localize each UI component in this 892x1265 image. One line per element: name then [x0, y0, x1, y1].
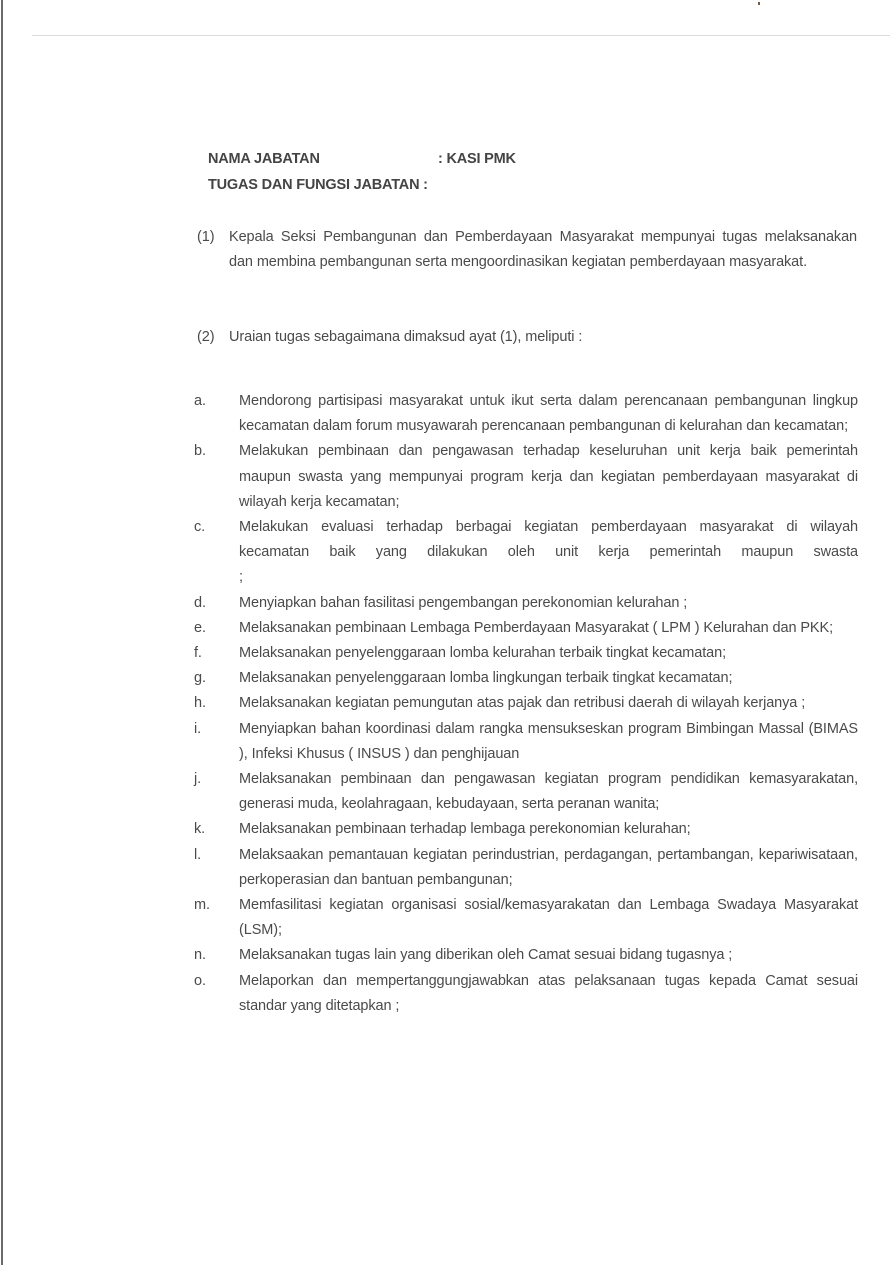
list-marker: j.	[194, 771, 202, 788]
duties-label: TUGAS DAN FUNGSI JABATAN :	[208, 177, 428, 193]
list-item-i	[190, 717, 858, 767]
list-item-h	[190, 691, 858, 716]
list-marker: a.	[194, 393, 206, 409]
list-marker: k.	[194, 821, 206, 838]
list-item-j	[190, 767, 858, 817]
list-item-o	[190, 969, 858, 1019]
list-item-n	[190, 943, 858, 968]
list-item-text: Melaksaakan pemantauan kegiatan perindustrian, perdagangan, pertambangan, kepariwisataan, perkoperasian dan bantuan pembangunan;	[239, 846, 858, 888]
list-marker: h.	[194, 695, 206, 712]
list-item-text: Menyiapkan bahan koordinasi dalam rangka mensukseskan program Bimbingan Massal (BIMAS ), Infeksi Khusus ( INSUS ) dan penghijauan	[239, 720, 858, 762]
list-marker: f.	[194, 645, 202, 662]
scan-border-left	[1, 0, 3, 1265]
list-marker: o.	[194, 972, 206, 989]
list-item-text: Melakukan pembinaan dan pengawasan terhadap keseluruhan unit kerja baik pemerintah maupun swasta yang mempunyai program kerja dan kegiatan pemberdayaan masyarakat di wilayah kerja kecamatan;	[239, 443, 858, 510]
list-item-text: Melaksanakan tugas lain yang diberikan oleh Camat sesuai bidang tugasnya ;	[239, 947, 733, 964]
paragraph-1	[197, 225, 857, 275]
list-marker: d.	[194, 594, 206, 611]
scan-top-rule	[32, 35, 890, 36]
list-item-text: Melaksanakan pembinaan terhadap lembaga perekonomian kelurahan;	[239, 821, 691, 838]
job-title-row	[208, 146, 516, 172]
paragraph-2	[197, 325, 857, 350]
list-item-trailing: ;	[239, 569, 243, 586]
list-item-text: Memfasilitasi kegiatan organisasi sosial/kemasyarakatan dan Lembaga Swadaya Masyarakat (LSM);	[239, 897, 858, 939]
list-item-text: Mendorong partisipasi masyarakat untuk ikut serta dalam perencanaan pembangunan lingkup kecamatan dalam forum musyawarah perencanaan pembangunan di kelurahan dan kecamatan;	[239, 393, 858, 435]
list-marker: n.	[194, 947, 206, 964]
paragraph-text: Uraian tugas sebagaimana dimaksud ayat (1), meliputi :	[229, 329, 583, 345]
paragraph-number: (2)	[197, 329, 215, 345]
list-item-text: Melaporkan dan mempertanggungjawabkan atas pelaksanaan tugas kepada Camat sesuai standar yang ditetapkan ;	[239, 972, 858, 1014]
duties-list	[190, 389, 858, 1019]
list-item-text: Melaksanakan kegiatan pemungutan atas pajak dan retribusi daerah di wilayah kerjanya ;	[239, 695, 806, 712]
list-item-text: Menyiapkan bahan fasilitasi pengembangan perekonomian kelurahan ;	[239, 594, 688, 611]
list-item-text: Melaksanakan pembinaan Lembaga Pemberdayaan Masyarakat ( LPM ) Kelurahan dan PKK;	[239, 619, 833, 636]
list-item-b	[190, 439, 858, 515]
list-marker: l.	[194, 846, 202, 863]
list-item-e	[190, 616, 858, 641]
list-marker: c.	[194, 519, 206, 536]
list-item-l	[190, 843, 858, 893]
list-item-m	[190, 893, 858, 943]
paragraph-number: (1)	[197, 229, 215, 245]
job-title-label: NAMA JABATAN	[208, 151, 320, 167]
list-marker: i.	[194, 720, 202, 737]
list-item-text: Melaksanakan penyelenggaraan lomba lingkungan terbaik tingkat kecamatan;	[239, 670, 733, 687]
list-marker: g.	[194, 670, 206, 687]
list-item-text: Melaksanakan pembinaan dan pengawasan kegiatan program pendidikan kemasyarakatan, generasi muda, keolahragaan, kebudayaan, serta peranan wanita;	[239, 771, 858, 813]
list-item-d	[190, 591, 858, 616]
job-title-value: : KASI PMK	[438, 151, 516, 167]
list-item-a	[190, 389, 858, 439]
list-item-text: Melaksanakan penyelenggaraan lomba kelurahan terbaik tingkat kecamatan;	[239, 645, 727, 662]
list-item-g	[190, 666, 858, 691]
document-header	[208, 146, 516, 198]
list-marker: b.	[194, 443, 206, 460]
list-item-c	[190, 515, 858, 591]
list-item-text: Melakukan evaluasi terhadap berbagai kegiatan pemberdayaan masyarakat di wilayah kecamatan baik yang dilakukan oleh unit kerja pemerintah maupun swasta	[239, 519, 858, 561]
list-item-f	[190, 641, 858, 666]
paragraph-text: Kepala Seksi Pembangunan dan Pemberdayaan Masyarakat mempunyai tugas melaksanakan dan membina pembangunan serta mengoordinasikan kegiatan pemberdayaan masyarakat.	[229, 229, 857, 270]
duties-row	[208, 172, 516, 198]
list-marker: e.	[194, 619, 206, 636]
list-item-k	[190, 817, 858, 842]
list-marker: m.	[194, 897, 210, 914]
scan-speck	[758, 2, 760, 5]
